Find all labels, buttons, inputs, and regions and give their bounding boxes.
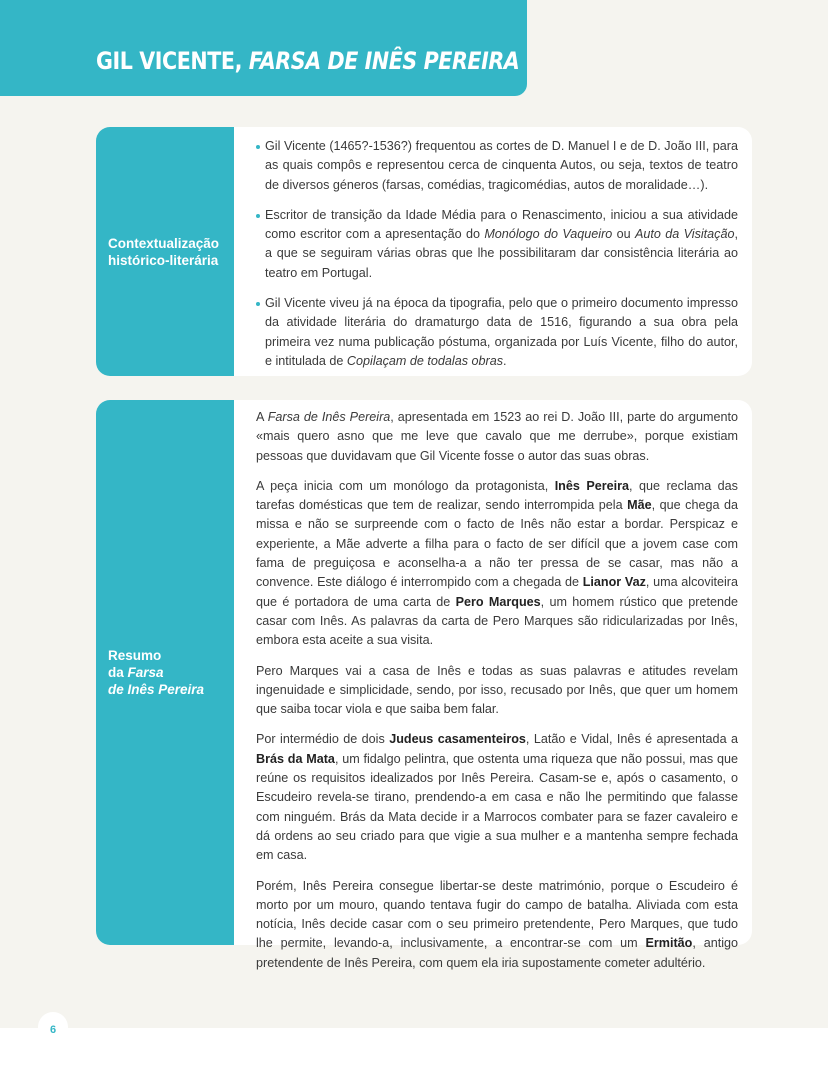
bullet-text: Gil Vicente (1465?-1536?) frequentou as cortes de D. Manuel I e de D. João III, para as quais compôs e representou cerca de cinquenta Autos, ou seja, textos de teatro de diversos géneros (farsas, comédias, tragicomédias, autos de moralidade…). [265, 139, 738, 192]
paragraph-text: A peça inicia com um monólogo da protagonista, [256, 478, 555, 493]
paragraph-text: , que chega da missa e não se surpreende com o facto de Inês não estar a bordar. Perspicaz e experiente, a Mãe adverte a filha para o facto de ser difícil que a jovem case com fama de preguiçosa e aconselha-a a não ter pressa de se casar, mas não a convence. Este diálogo é interrompido com a chegada de [256, 498, 738, 590]
summary-paragraph [256, 877, 738, 973]
work-title: Auto da Visitação [635, 227, 735, 242]
context-box [96, 127, 752, 376]
bullet-text: , a que se seguiram várias obras que lhe possibilitaram dar consistência literária ao teatro em Portugal. [265, 227, 738, 280]
paragraph-text: , antigo pretendente de Inês Pereira, com quem ela iria supostamente cometer adultério. [256, 936, 739, 970]
paragraph-text: , apresentada em 1523 ao rei D. João III, parte do argumento «mais quero asno que me leve que cavalo que me derrube», porque existiam pessoas que duvidavam que Gil Vicente fosse o autor das suas obras. [256, 410, 738, 463]
character-name: Ermitão [645, 936, 693, 951]
context-bullet [256, 137, 738, 195]
character-name: Lianor Vaz [582, 575, 646, 590]
summary-label-line2-italic: Farsa [127, 665, 164, 680]
context-box-content [234, 127, 752, 376]
character-name: Mãe [627, 498, 652, 513]
summary-box-label [96, 400, 234, 945]
context-label-line1: Contextualização [108, 235, 220, 251]
summary-label-line3: de Inês Pereira [108, 682, 205, 697]
paragraph-text: Porém, Inês Pereira consegue libertar-se deste matrimónio, porque o Escudeiro é morto por um mouro, quando tentava fugir do campo de batalha. Aliviada com esta notícia, Inês decide casar com o seu primeiro pretendente, Pero Marques, que tudo lhe permite, levando-a, inclusivamente, a encontrar-se com um [256, 878, 738, 951]
paragraph-text: , um fidalgo pelintra, que ostenta uma riqueza que não possui, mas que reúne os requisitos idealizados por Inês Pereira. Casam-se e, após o casamento, o Escudeiro revela-se tirano, prendendo-a em casa e não lhe permitindo que falasse com ninguém. Brás da Mata decide ir a Marrocos combater para se fazer cavaleiro e dá ordens ao seu criado para que vigie a sua mulher e a mantenha sempre fechada em casa. [256, 751, 738, 863]
summary-label-line2: da [108, 665, 128, 680]
work-title: Monólogo do Vaqueiro [484, 227, 613, 242]
bullet-text: Gil Vicente viveu já na época da tipografia, pelo que o primeiro documento impresso da atividade literária do dramaturgo data de 1516, figurando a sua obra pela primeira vez numa publicação póstuma, organizada por Luís Vicente, filho do autor, e intitulada de [265, 296, 738, 368]
context-bullet [256, 294, 738, 371]
character-name: Brás da Mata [256, 751, 335, 766]
character-name: Pero Marques [455, 594, 541, 609]
context-box-label [96, 127, 234, 376]
context-bullet [256, 206, 738, 283]
paragraph-text: , um homem rústico que pretende casar com Inês. As palavras da carta de Pero Marques são ridicularizadas por Inês, embora esta aceite a sua visita. [256, 594, 738, 648]
context-label-line2: histórico-literária [108, 252, 219, 268]
paragraph-text: Pero Marques vai a casa de Inês e todas as suas palavras e atitudes revelam ingenuidade e simplicidade, sendo, por isso, recusado por Inês, que quer um homem que saiba tocar viola e que saiba bem falar. [256, 663, 738, 717]
summary-paragraph [256, 408, 738, 466]
summary-label-line1: Resumo [108, 648, 162, 663]
title-author: GIL VICENTE, [96, 47, 249, 75]
bullet-text: . [503, 353, 507, 368]
work-title: Farsa de Inês Pereira [267, 410, 391, 424]
character-name: Inês Pereira [554, 478, 630, 493]
paragraph-text: , que reclama das tarefas domésticas que tem de realizar, sendo interrompida pela [256, 478, 738, 513]
character-name: Judeus casamenteiros [389, 732, 526, 747]
bullet-text: Escritor de transição da Idade Média para o Renascimento, iniciou a sua atividade como escritor com a apresentação do [265, 207, 738, 242]
paragraph-text: A [256, 410, 268, 424]
summary-paragraph [256, 730, 738, 865]
title-work: FARSA DE INÊS PEREIRA [248, 47, 520, 75]
summary-paragraph [256, 477, 738, 651]
paragraph-text: , Latão e Vidal, Inês é apresentada a [525, 732, 738, 747]
paragraph-text: , uma alcoviteira que é portadora de uma carta de [256, 575, 738, 609]
page-number: 6 [38, 1012, 68, 1048]
paragraph-text: Por intermédio de dois [256, 732, 390, 747]
work-title: Copilaçam de todalas obras [346, 353, 504, 368]
summary-box [96, 400, 752, 970]
page-title [96, 47, 519, 75]
summary-box-content [234, 400, 752, 970]
page-footer [0, 1028, 828, 1078]
summary-paragraph [256, 662, 738, 720]
bullet-text: ou [612, 227, 635, 242]
